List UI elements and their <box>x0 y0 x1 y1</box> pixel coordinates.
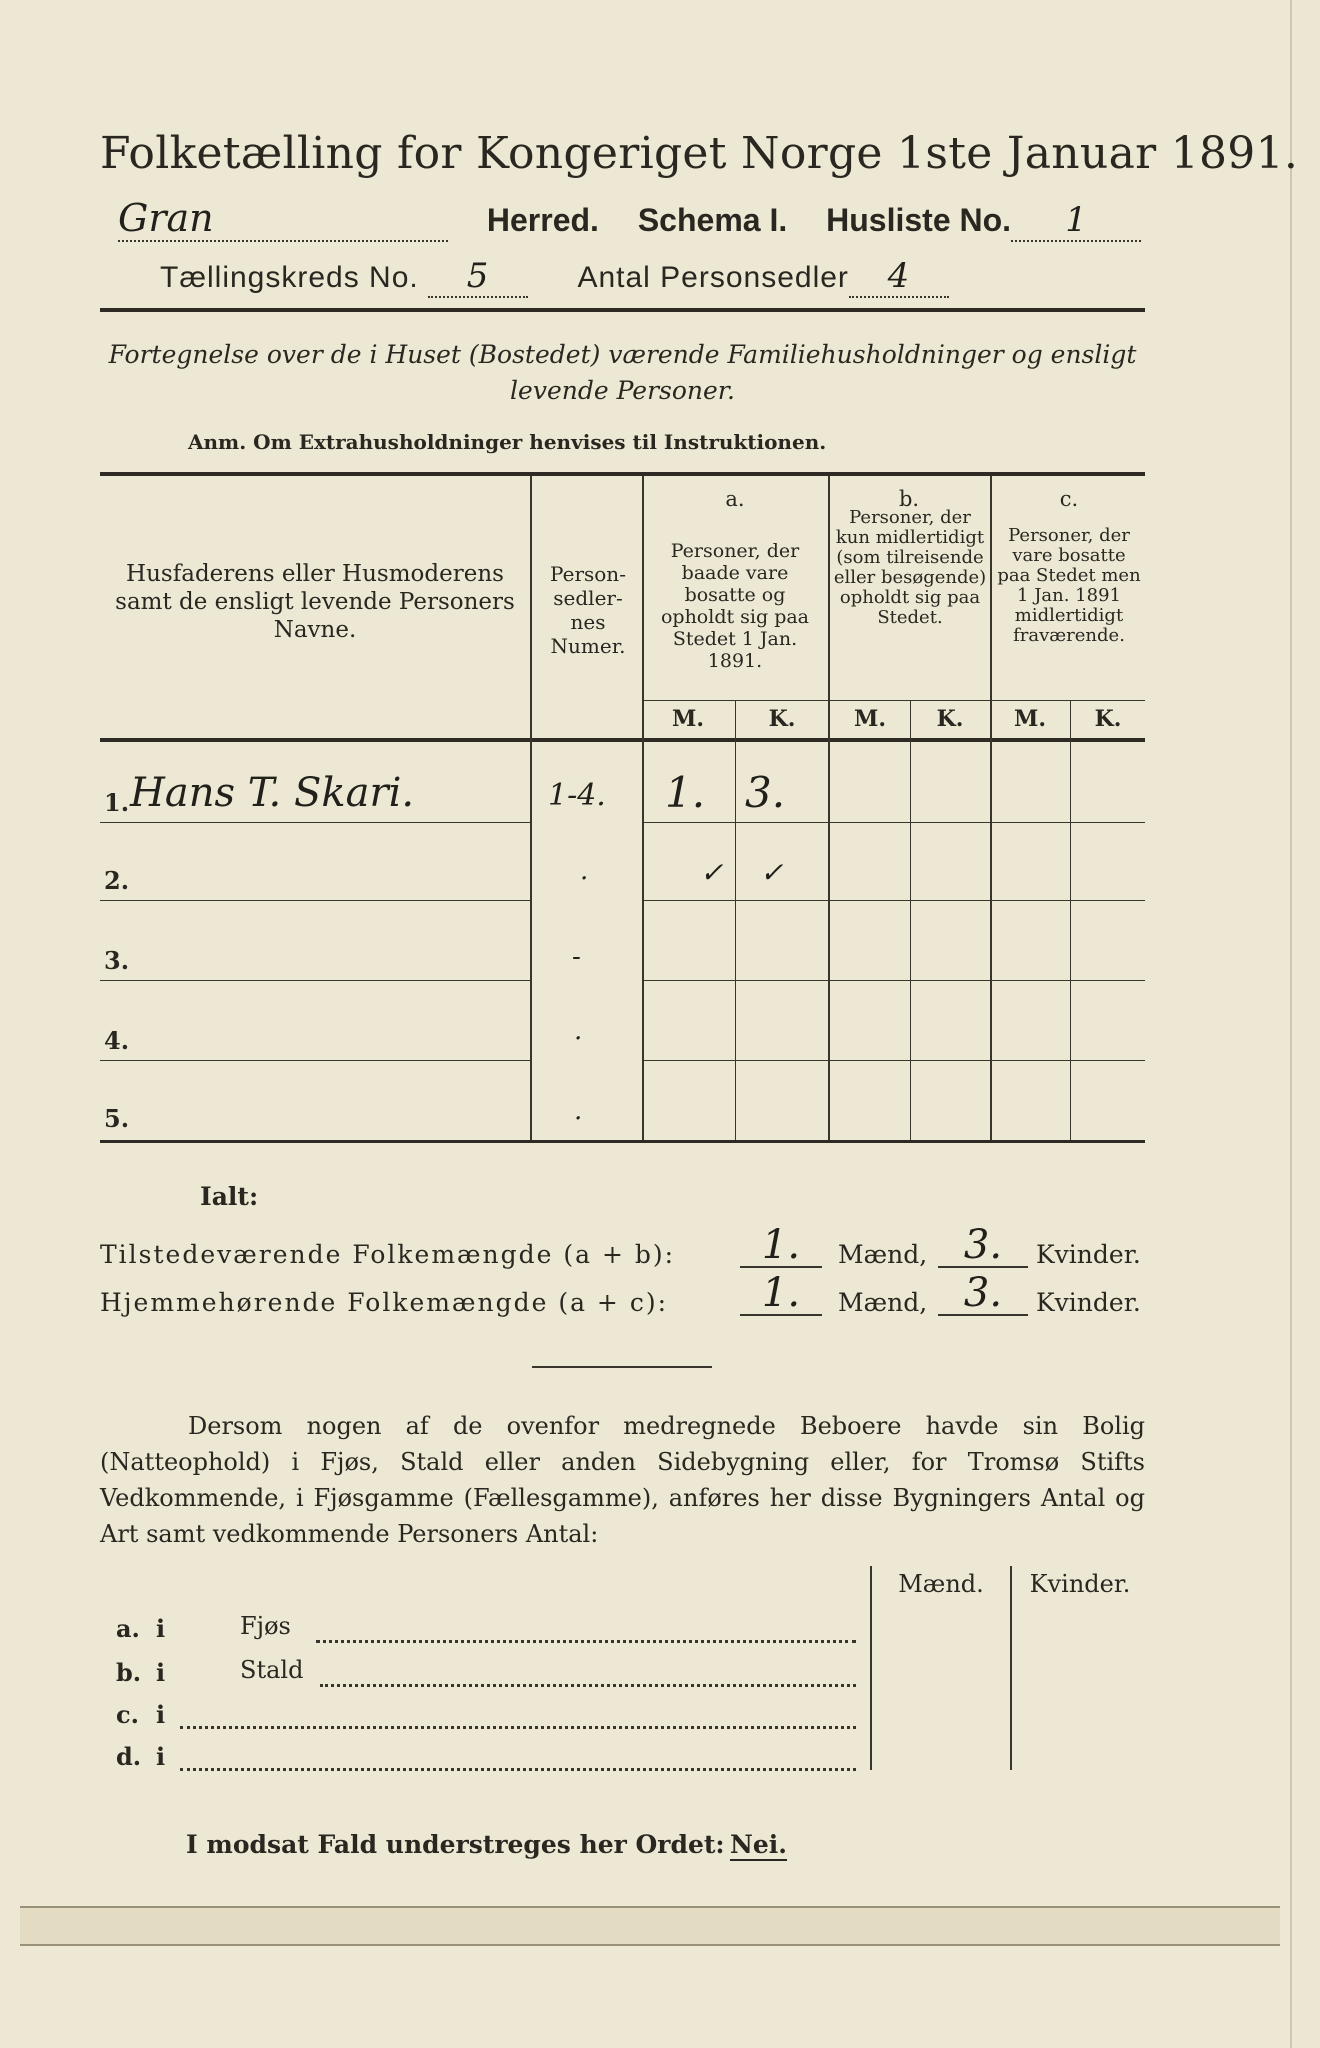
col-b-letter: b. <box>898 487 920 511</box>
buildings-paragraph: Dersom nogen af de ovenfor medregnede Beboere havde sin Bolig (Natteophold) i Fjøs, Stald eller anden Sidebygning eller, for Tromsø Stifts Vedkommende, i Fjøsgamme (Fællesgamme), anføres her disse Bygningers Antal og Art samt vedkommende Personers Antal: <box>100 1412 1145 1548</box>
col-numer-head: Person-sedler-nes Numer. <box>550 562 626 658</box>
row-rule <box>100 1060 530 1061</box>
husliste-label: Husliste No. <box>826 202 1012 238</box>
buildings-kvinder-head: Kvinder. <box>1029 1570 1131 1598</box>
anm-note: Anm. Om Extrahusholdninger henvises til Instruktionen. <box>188 430 827 454</box>
item-letter: c. <box>116 1700 139 1729</box>
herred-label: Herred. <box>486 202 599 238</box>
col-b-k-label: K. <box>936 706 964 732</box>
maend-word: Mænd, <box>838 1240 928 1269</box>
kreds-value: 5 <box>428 256 528 298</box>
item-letter: a. <box>116 1614 140 1643</box>
antal-value: 4 <box>849 256 949 298</box>
binding-strip <box>20 1906 1280 1946</box>
kvinder-word: Kvinder. <box>1036 1288 1141 1317</box>
row-rule <box>100 900 530 901</box>
kvinder-word: Kvinder. <box>1036 1240 1141 1269</box>
hjemme-maend: 1. <box>740 1270 822 1316</box>
col-a-m-label: M. <box>671 706 704 732</box>
antal-label: Antal Personsedler <box>577 261 849 294</box>
a-m-value: ✓ <box>700 856 724 889</box>
kreds-label: Tællingskreds No. <box>160 261 419 294</box>
col-names-head: Husfaderens eller Husmoderens samt de ensligt levende Personers Navne. <box>115 561 515 643</box>
item-i: i <box>156 1742 166 1771</box>
col-divider <box>828 476 830 1140</box>
col-a-k-label: K. <box>768 706 796 732</box>
item-letter: b. <box>116 1658 142 1687</box>
schema-label: Schema I. <box>637 202 788 238</box>
item-dots <box>180 1726 856 1729</box>
separator-rule <box>532 1366 712 1368</box>
col-b-m-label: M. <box>853 706 886 732</box>
col-c-k-label: K. <box>1094 706 1122 732</box>
tilstede-maend: 1. <box>740 1222 822 1268</box>
hjemme-kvinder: 3. <box>938 1270 1028 1316</box>
row-rule <box>642 822 1145 823</box>
item-dots <box>316 1640 856 1643</box>
table-bottom-rule <box>100 1140 1145 1143</box>
col-c-head: Personer, der vare bosatte paa Stedet men 1 Jan. 1891 midlertidigt fraværende. <box>997 525 1141 646</box>
item-dots <box>320 1684 856 1687</box>
col-divider-mk <box>910 700 911 1140</box>
page-title: Folketælling for Kongeriget Norge 1ste Januar 1891. <box>100 128 1299 179</box>
table-top-rule <box>100 472 1145 476</box>
row-rule <box>642 980 1145 981</box>
row-rule <box>100 980 530 981</box>
herred-line <box>118 196 1141 242</box>
numer-value: - <box>572 942 581 972</box>
col-divider-mk <box>735 700 736 1140</box>
household-name: Hans T. Skari. <box>130 770 415 816</box>
item-i: i <box>156 1658 166 1687</box>
a-k-value: 3. <box>745 768 786 817</box>
item-i: i <box>156 1700 166 1729</box>
item-dots <box>180 1768 856 1771</box>
a-m-value: 1. <box>665 768 706 817</box>
mk-rule <box>642 700 1145 701</box>
tilstede-kvinder: 3. <box>938 1222 1028 1268</box>
herred-value: Gran <box>118 196 448 242</box>
col-divider-mk <box>1070 700 1071 1140</box>
col-divider <box>642 476 644 1140</box>
col-divider <box>990 476 992 1140</box>
item-i: i <box>156 1614 166 1643</box>
buildings-col-divider <box>870 1566 872 1770</box>
footer-word: Nei. <box>730 1830 787 1859</box>
numer-value: . <box>574 1016 583 1046</box>
buildings-col-divider <box>1010 1566 1012 1770</box>
col-a-head: Personer, der baade vare bosatte og opholdt sig paa Stedet 1 Jan. 1891. <box>660 540 810 672</box>
row-rule <box>100 822 530 823</box>
hjemme-label: Hjemmehørende Folkemængde (a + c): <box>100 1288 668 1317</box>
header-rule <box>100 308 1145 312</box>
intro-line-2: levende Personer. <box>510 376 735 405</box>
footer-text: I modsat Fald understreges her Ordet: <box>186 1830 725 1859</box>
col-divider <box>530 476 532 1140</box>
numer-value: . <box>580 856 589 886</box>
item-label-fjos: Fjøs <box>240 1612 291 1640</box>
ialt-label: Ialt: <box>200 1182 259 1211</box>
row-rule <box>642 1060 1145 1061</box>
row-number: 1. <box>104 788 130 817</box>
row-number: 4. <box>104 1026 130 1055</box>
maend-word: Mænd, <box>838 1288 928 1317</box>
a-k-value: ✓ <box>760 856 784 889</box>
row-rule <box>642 900 1145 901</box>
col-a-letter: a. <box>725 487 745 511</box>
col-b-head: Personer, der kun midlertidigt (som tilreisende eller besøgende) opholdt sig paa Stedet. <box>833 507 987 628</box>
numer-value: . <box>574 1096 583 1126</box>
item-letter: d. <box>116 1742 142 1771</box>
numer-value: 1-4. <box>548 778 606 813</box>
col-c-letter: c. <box>1059 487 1079 511</box>
kreds-line <box>160 256 949 298</box>
buildings-maend-head: Mænd. <box>898 1570 984 1598</box>
row-number: 2. <box>104 866 130 895</box>
tilstede-label: Tilstedeværende Folkemængde (a + b): <box>100 1240 676 1269</box>
row-number: 5. <box>104 1104 130 1133</box>
table-head-rule <box>100 738 1145 742</box>
row-number: 3. <box>104 946 130 975</box>
col-c-m-label: M. <box>1013 706 1046 732</box>
husliste-value: 1 <box>1011 200 1141 242</box>
item-label-stald: Stald <box>240 1656 304 1684</box>
intro-line-1: Fortegnelse over de i Huset (Bostedet) værende Familiehusholdninger og ensligt <box>108 340 1137 369</box>
